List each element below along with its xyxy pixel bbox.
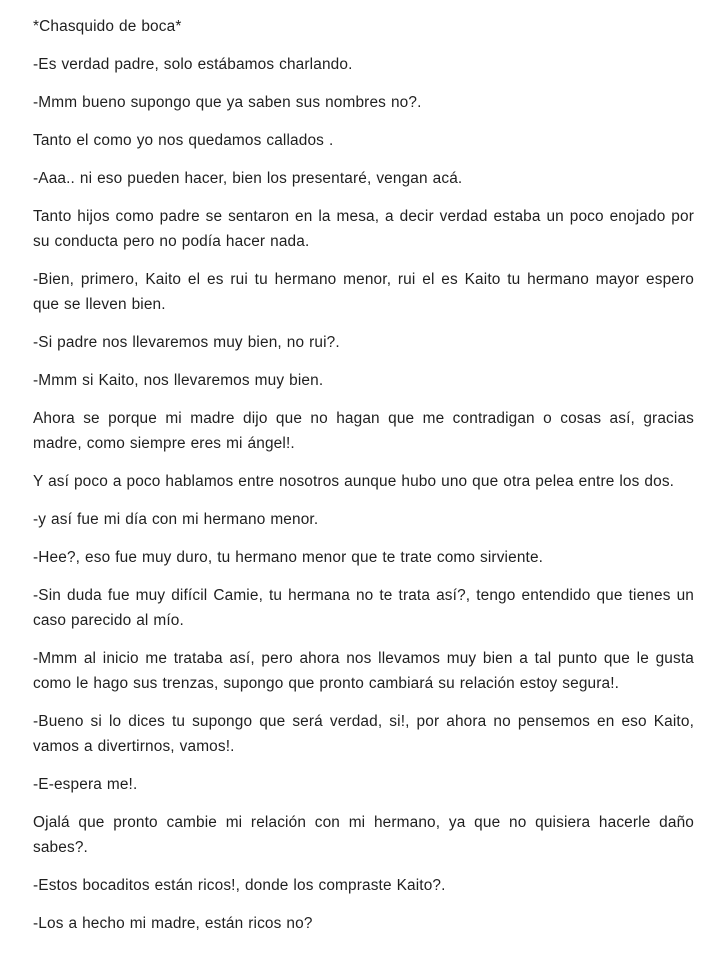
paragraph: -Sin duda fue muy difícil Camie, tu hermana no te trata así?, tengo entendido que tienes un caso parecido al mío. <box>33 587 694 629</box>
paragraph: Tanto el como yo nos quedamos callados . <box>33 132 334 149</box>
paragraph: -Bien, primero, Kaito el es rui tu hermano menor, rui el es Kaito tu hermano mayor espero que se lleven bien. <box>33 271 694 313</box>
paragraph: Y así poco a poco hablamos entre nosotros aunque hubo uno que otra pelea entre los dos. <box>33 473 675 490</box>
paragraph: *Chasquido de boca* <box>33 18 182 35</box>
paragraph: -Mmm bueno supongo que ya saben sus nombres no?. <box>33 94 422 111</box>
paragraph: -Es verdad padre, solo estábamos charlando. <box>33 56 353 73</box>
paragraph: -Hee?, eso fue muy duro, tu hermano menor que te trate como sirviente. <box>33 549 544 566</box>
paragraph: Ojalá que pronto cambie mi relación con mi hermano, ya que no quisiera hacerle daño sabes?. <box>33 814 694 856</box>
paragraph: -Mmm si Kaito, nos llevaremos muy bien. <box>33 372 324 389</box>
paragraph: -Aaa.. ni eso pueden hacer, bien los presentaré, vengan acá. <box>33 170 463 187</box>
paragraph: -y así fue mi día con mi hermano menor. <box>33 511 319 528</box>
paragraph: -Los a hecho mi madre, están ricos no? <box>33 915 313 932</box>
paragraph: -Si padre nos llevaremos muy bien, no rui?. <box>33 334 340 351</box>
paragraph: -Bueno si lo dices tu supongo que será verdad, si!, por ahora no pensemos en eso Kaito, vamos a divertirnos, vamos!. <box>33 713 694 755</box>
paragraph: Ahora se porque mi madre dijo que no hagan que me contradigan o cosas así, gracias madre, como siempre eres mi ángel!. <box>33 410 694 452</box>
paragraph: Tanto hijos como padre se sentaron en la mesa, a decir verdad estaba un poco enojado por su conducta pero no podía hacer nada. <box>33 208 694 250</box>
paragraph: -E-espera me!. <box>33 776 138 793</box>
paragraph: -Estos bocaditos están ricos!, donde los compraste Kaito?. <box>33 877 446 894</box>
paragraph: -Mmm al inicio me trataba así, pero ahora nos llevamos muy bien a tal punto que le gusta como le hago sus trenzas, supongo que pronto cambiará su relación estoy segura!. <box>33 650 694 692</box>
